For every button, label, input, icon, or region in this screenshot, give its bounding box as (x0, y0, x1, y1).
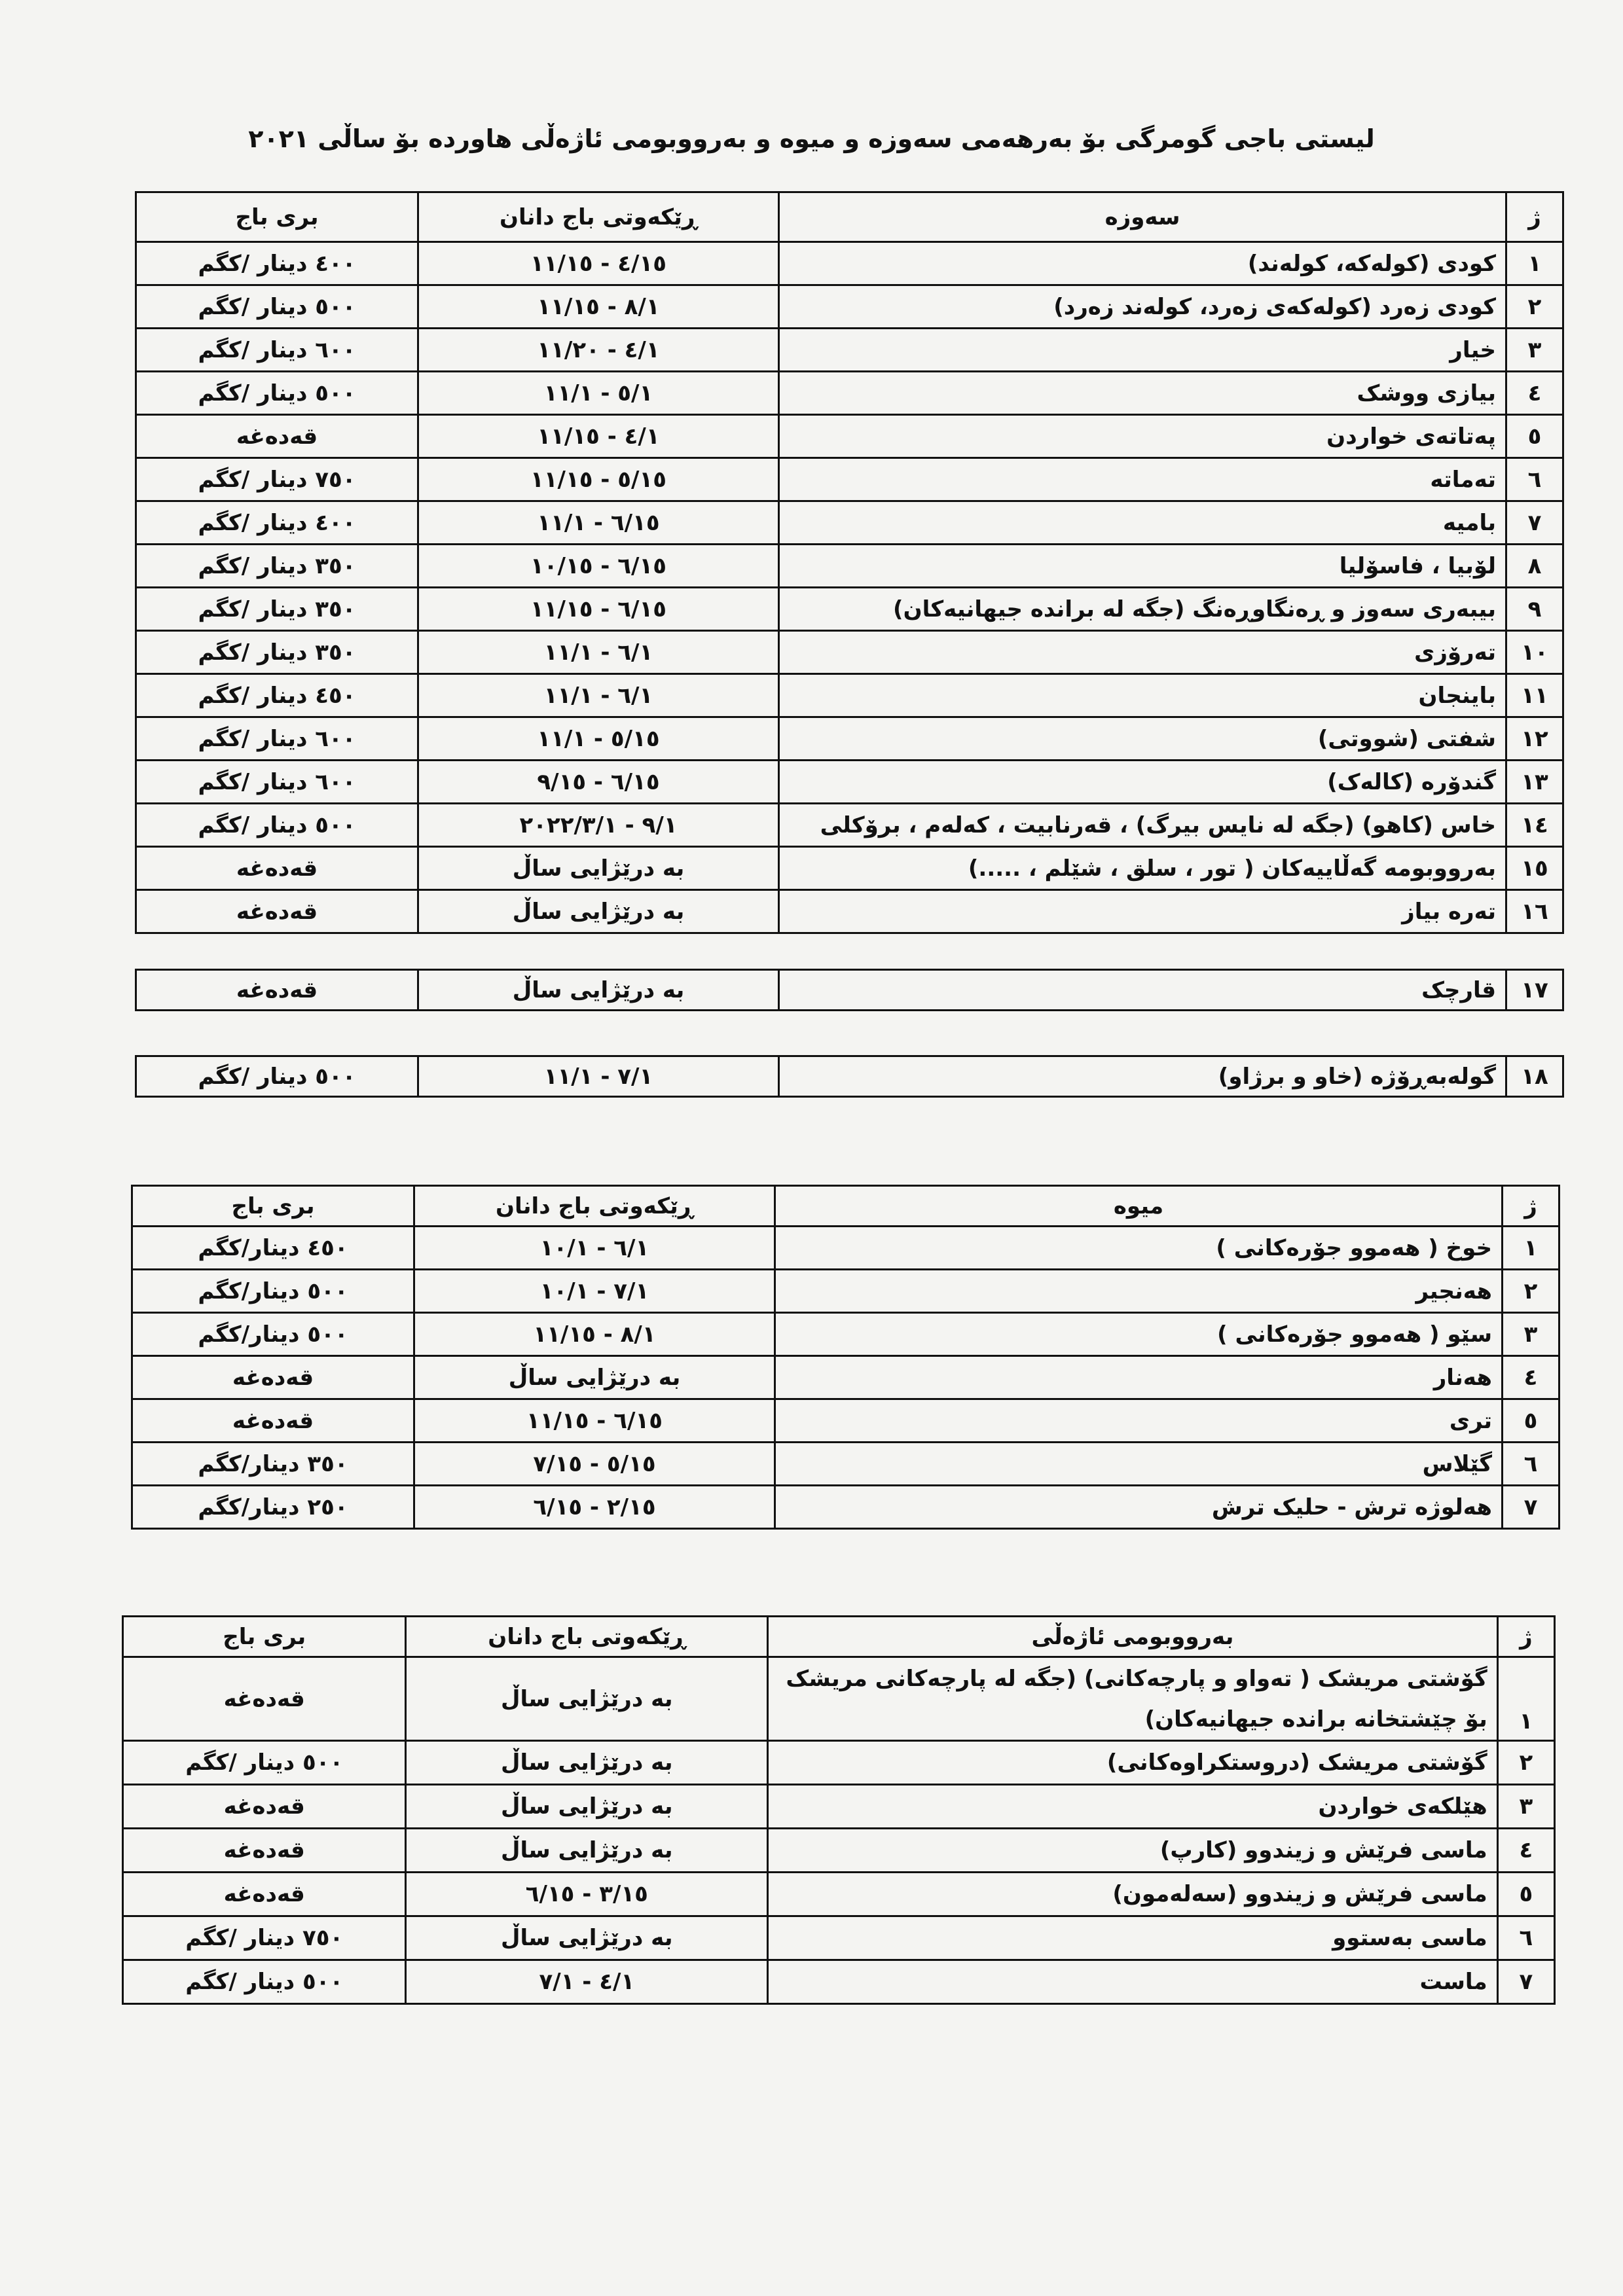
row-item: لۆبیا ، فاسۆلیا (779, 545, 1506, 588)
row-number: ١ (1506, 242, 1563, 285)
row-item (768, 1657, 1498, 1741)
header-date: ڕێکەوتی باج دانان (414, 1186, 775, 1227)
row-tax: ٦٠٠ دینار /کگم (136, 717, 418, 761)
row-date: بە درێژایی ساڵ (406, 1829, 768, 1873)
row-tax: ٤٠٠ دینار /کگم (136, 501, 418, 545)
row-item: تەماتە (779, 458, 1506, 501)
table-row (132, 1486, 1559, 1529)
row-number: ٩ (1506, 588, 1563, 631)
row-number: ٨ (1506, 545, 1563, 588)
row-item: هەنجیر (775, 1270, 1503, 1313)
row-number: ٤ (1503, 1356, 1559, 1399)
row-number: ٦ (1503, 1443, 1559, 1486)
row-date: ٧/١ - ١٠/١ (414, 1270, 775, 1313)
row-date: بە درێژایی ساڵ (406, 1916, 768, 1960)
table-row (132, 1443, 1559, 1486)
row-item: گندۆرە (کالەک) (779, 761, 1506, 804)
animal-products-table-body (123, 1617, 1555, 2004)
row-tax: قەدەغە (132, 1399, 414, 1443)
header-tax: بری باج (132, 1186, 414, 1227)
row-tax: ٧٥٠ دینار /کگم (136, 458, 418, 501)
row-tax: قەدەغە (123, 1657, 406, 1741)
row-number: ٧ (1503, 1486, 1559, 1529)
table-row (123, 1960, 1555, 2004)
header-number: ژ (1506, 192, 1563, 242)
table-row (136, 285, 1563, 329)
row-tax: قەدەغە (123, 1829, 406, 1873)
table-row (132, 1356, 1559, 1399)
row-tax: ٣٥٠ دینار/کگم (132, 1443, 414, 1486)
row-tax: ٥٠٠ دینار /کگم (136, 1056, 418, 1097)
row-item: قارچک (779, 970, 1506, 1011)
row-number: ٣ (1503, 1313, 1559, 1356)
row-item: ماست (768, 1960, 1498, 2004)
row-date: ٩/١ - ٢٠٢٢/٣/١ (418, 804, 779, 847)
row-item: خاس (کاهو) (جگە لە نایس بیرگ) ، قەرنابیت ، کەلەم ، برۆکلی (779, 804, 1506, 847)
row-tax: ٣٥٠ دینار /کگم (136, 545, 418, 588)
row-item: بیازی ووشک (779, 372, 1506, 415)
row-date: ٦/١ - ١١/١ (418, 631, 779, 674)
row-item: تری (775, 1399, 1503, 1443)
header-date: ڕێکەوتی باج دانان (418, 192, 779, 242)
table-row (136, 631, 1563, 674)
row-tax: ٢٥٠ دینار/کگم (132, 1486, 414, 1529)
row-tax: ٥٠٠ دینار /کگم (136, 372, 418, 415)
row-item: گولەبەڕۆژە (خاو و برژاو) (779, 1056, 1506, 1097)
row-number: ١٦ (1506, 890, 1563, 933)
row-date: ٦/١٥ - ١١/١٥ (414, 1399, 775, 1443)
row-number: ٥ (1503, 1399, 1559, 1443)
table-row (136, 847, 1563, 890)
header-number: ژ (1497, 1617, 1554, 1657)
row-item: کودی (کولەکە، کولەند) (779, 242, 1506, 285)
table-row (123, 1785, 1555, 1829)
row-date: بە درێژایی ساڵ (418, 970, 779, 1011)
table-row (136, 242, 1563, 285)
row-number: ٦ (1506, 458, 1563, 501)
row-date: بە درێژایی ساڵ (414, 1356, 775, 1399)
fruits-table (131, 1185, 1560, 1530)
row-date: بە درێژایی ساڵ (406, 1657, 768, 1741)
fruits-table-body (132, 1186, 1559, 1529)
vegetables-table (135, 191, 1564, 934)
table-row (136, 890, 1563, 933)
row-item: هەنار (775, 1356, 1503, 1399)
row-item-line-1: گۆشتی مریشک ( تەواو و پارچەکانی) (جگە لە پارچەکانی مریشک (786, 1665, 1487, 1692)
header-item: سەوزە (779, 192, 1506, 242)
row-item: بەرووبومە گەڵاییەکان ( تور ، سلق ، شێلم ، .....) (779, 847, 1506, 890)
row-date: ٣/١٥ - ٦/١٥ (406, 1873, 768, 1916)
row-item: تەرۆزی (779, 631, 1506, 674)
row-item: تەرە بیاز (779, 890, 1506, 933)
mushroom-table (135, 969, 1564, 1011)
row-tax: ٥٠٠ دینار /کگم (136, 285, 418, 329)
header-tax: بری باج (123, 1617, 406, 1657)
row-number: ١٠ (1506, 631, 1563, 674)
header-item: میوە (775, 1186, 1503, 1227)
row-item: ماسی بەستوو (768, 1916, 1498, 1960)
row-number: ٣ (1497, 1785, 1554, 1829)
row-tax: قەدەغە (136, 415, 418, 458)
row-number: ١١ (1506, 674, 1563, 717)
row-item: ماسی فرێش و زیندوو (سەلەمون) (768, 1873, 1498, 1916)
row-number: ١٤ (1506, 804, 1563, 847)
row-tax: ٥٠٠ دینار /کگم (123, 1960, 406, 2004)
row-number: ١٥ (1506, 847, 1563, 890)
row-tax: ٥٠٠ دینار/کگم (132, 1270, 414, 1313)
row-number: ١٨ (1506, 1056, 1563, 1097)
row-date: ٦/١٥ - ١١/١٥ (418, 588, 779, 631)
row-date: ٦/١٥ - ١١/١ (418, 501, 779, 545)
row-number: ٧ (1497, 1960, 1554, 2004)
row-item: هێلکەی خواردن (768, 1785, 1498, 1829)
row-item: کودی زەرد (کولەکەی زەرد، کولەند زەرد) (779, 285, 1506, 329)
row-item: خوخ ( هەموو جۆرەکانی ) (775, 1227, 1503, 1270)
row-number: ٥ (1506, 415, 1563, 458)
vegetables-table-body (136, 192, 1563, 933)
row-number: ١٣ (1506, 761, 1563, 804)
row-tax: ٥٠٠ دینار /کگم (136, 804, 418, 847)
row-number: ١ (1497, 1657, 1554, 1741)
row-date: ٨/١ - ١١/١٥ (418, 285, 779, 329)
row-item: گێلاس (775, 1443, 1503, 1486)
table-row (132, 1399, 1559, 1443)
row-tax: قەدەغە (123, 1873, 406, 1916)
header-date: ڕێکەوتی باج دانان (406, 1617, 768, 1657)
row-number: ٤ (1506, 372, 1563, 415)
row-number: ٣ (1506, 329, 1563, 372)
table-row (136, 588, 1563, 631)
row-date: بە درێژایی ساڵ (418, 847, 779, 890)
row-tax: قەدەغە (123, 1785, 406, 1829)
row-date: ٧/١ - ١١/١ (418, 1056, 779, 1097)
table-row (136, 970, 1563, 1011)
row-tax: قەدەغە (136, 847, 418, 890)
row-item: ماسی فرێش و زیندوو (کارپ) (768, 1829, 1498, 1873)
row-tax: ٤٥٠ دینار/کگم (132, 1227, 414, 1270)
table-row (136, 415, 1563, 458)
row-item: هەلوژە ترش - حلیک ترش (775, 1486, 1503, 1529)
row-tax: ٥٠٠ دینار /کگم (123, 1741, 406, 1785)
table-row (132, 1270, 1559, 1313)
table-row (136, 761, 1563, 804)
row-tax: قەدەغە (136, 970, 418, 1011)
row-item: شفتی (شووتی) (779, 717, 1506, 761)
row-date: بە درێژایی ساڵ (406, 1785, 768, 1829)
row-number: ١٧ (1506, 970, 1563, 1011)
row-date: ٤/١ - ١١/٢٠ (418, 329, 779, 372)
row-date: ٨/١ - ١١/١٥ (414, 1313, 775, 1356)
table-row (123, 1873, 1555, 1916)
table-row (136, 501, 1563, 545)
row-tax: ٣٥٠ دینار /کگم (136, 588, 418, 631)
page-title: لیستی باجی گومرگی بۆ بەرهەمی سەوزە و میوە و بەرووبومی ئاژەڵی هاوردە بۆ ساڵی ٢٠٢١ (248, 124, 1375, 153)
row-tax: ٣٥٠ دینار /کگم (136, 631, 418, 674)
row-item-line-2: بۆ چێشتخانە براندە جیهانیەکان) (1144, 1706, 1487, 1732)
row-tax: قەدەغە (136, 890, 418, 933)
fruits-header-row (132, 1186, 1559, 1227)
row-number: ٦ (1497, 1916, 1554, 1960)
row-date: بە درێژایی ساڵ (418, 890, 779, 933)
table-row (123, 1657, 1555, 1741)
table-row (123, 1829, 1555, 1873)
row-item: گۆشتی مریشک (دروستکراوەکانی) (768, 1741, 1498, 1785)
row-date: ٥/١٥ - ١١/١٥ (418, 458, 779, 501)
table-row (136, 372, 1563, 415)
animal-header-row (123, 1617, 1555, 1657)
row-tax: ٧٥٠ دینار /کگم (123, 1916, 406, 1960)
row-tax: ٤٠٠ دینار /کگم (136, 242, 418, 285)
sunflower-table (135, 1055, 1564, 1098)
row-number: ١ (1503, 1227, 1559, 1270)
table-row (132, 1227, 1559, 1270)
row-number: ٤ (1497, 1829, 1554, 1873)
header-number: ژ (1503, 1186, 1559, 1227)
row-item: سێو ( هەموو جۆرەکانی ) (775, 1313, 1503, 1356)
row-date: ٦/١٥ - ٩/١٥ (418, 761, 779, 804)
row-date: ٥/١٥ - ١١/١ (418, 717, 779, 761)
header-tax: بری باج (136, 192, 418, 242)
row-tax: ٦٠٠ دینار /کگم (136, 761, 418, 804)
row-date: ٤/١ - ١١/١٥ (418, 415, 779, 458)
vegetables-header-row (136, 192, 1563, 242)
table-row (136, 674, 1563, 717)
table-row (136, 1056, 1563, 1097)
header-item: بەرووبومی ئاژەڵی (768, 1617, 1498, 1657)
row-date: ٤/١٥ - ١١/١٥ (418, 242, 779, 285)
table-row (136, 329, 1563, 372)
table-row (136, 545, 1563, 588)
row-item: باینجان (779, 674, 1506, 717)
row-item: بامیە (779, 501, 1506, 545)
row-tax: ٤٥٠ دینار /کگم (136, 674, 418, 717)
row-tax: قەدەغە (132, 1356, 414, 1399)
row-item: پەتاتەی خواردن (779, 415, 1506, 458)
row-number: ٢ (1497, 1741, 1554, 1785)
row-date: ٦/١ - ١٠/١ (414, 1227, 775, 1270)
row-date: بە درێژایی ساڵ (406, 1741, 768, 1785)
row-date: ٤/١ - ٧/١ (406, 1960, 768, 2004)
table-row (132, 1313, 1559, 1356)
table-row (123, 1916, 1555, 1960)
row-number: ١٢ (1506, 717, 1563, 761)
row-date: ٥/١٥ - ٧/١٥ (414, 1443, 775, 1486)
row-tax: ٥٠٠ دینار/کگم (132, 1313, 414, 1356)
row-number: ٥ (1497, 1873, 1554, 1916)
row-date: ٦/١ - ١١/١ (418, 674, 779, 717)
row-date: ٦/١٥ - ١٠/١٥ (418, 545, 779, 588)
table-row (136, 804, 1563, 847)
table-row (123, 1741, 1555, 1785)
row-number: ٢ (1503, 1270, 1559, 1313)
row-date: ٥/١ - ١١/١ (418, 372, 779, 415)
row-item: خیار (779, 329, 1506, 372)
row-number: ٧ (1506, 501, 1563, 545)
row-date: ٢/١٥ - ٦/١٥ (414, 1486, 775, 1529)
table-row (136, 717, 1563, 761)
row-item: بیبەری سەوز و ڕەنگاوڕەنگ (جگە لە براندە جیهانیەکان) (779, 588, 1506, 631)
table-row (136, 458, 1563, 501)
row-tax: ٦٠٠ دینار /کگم (136, 329, 418, 372)
row-number: ٢ (1506, 285, 1563, 329)
animal-products-table (122, 1615, 1556, 2005)
